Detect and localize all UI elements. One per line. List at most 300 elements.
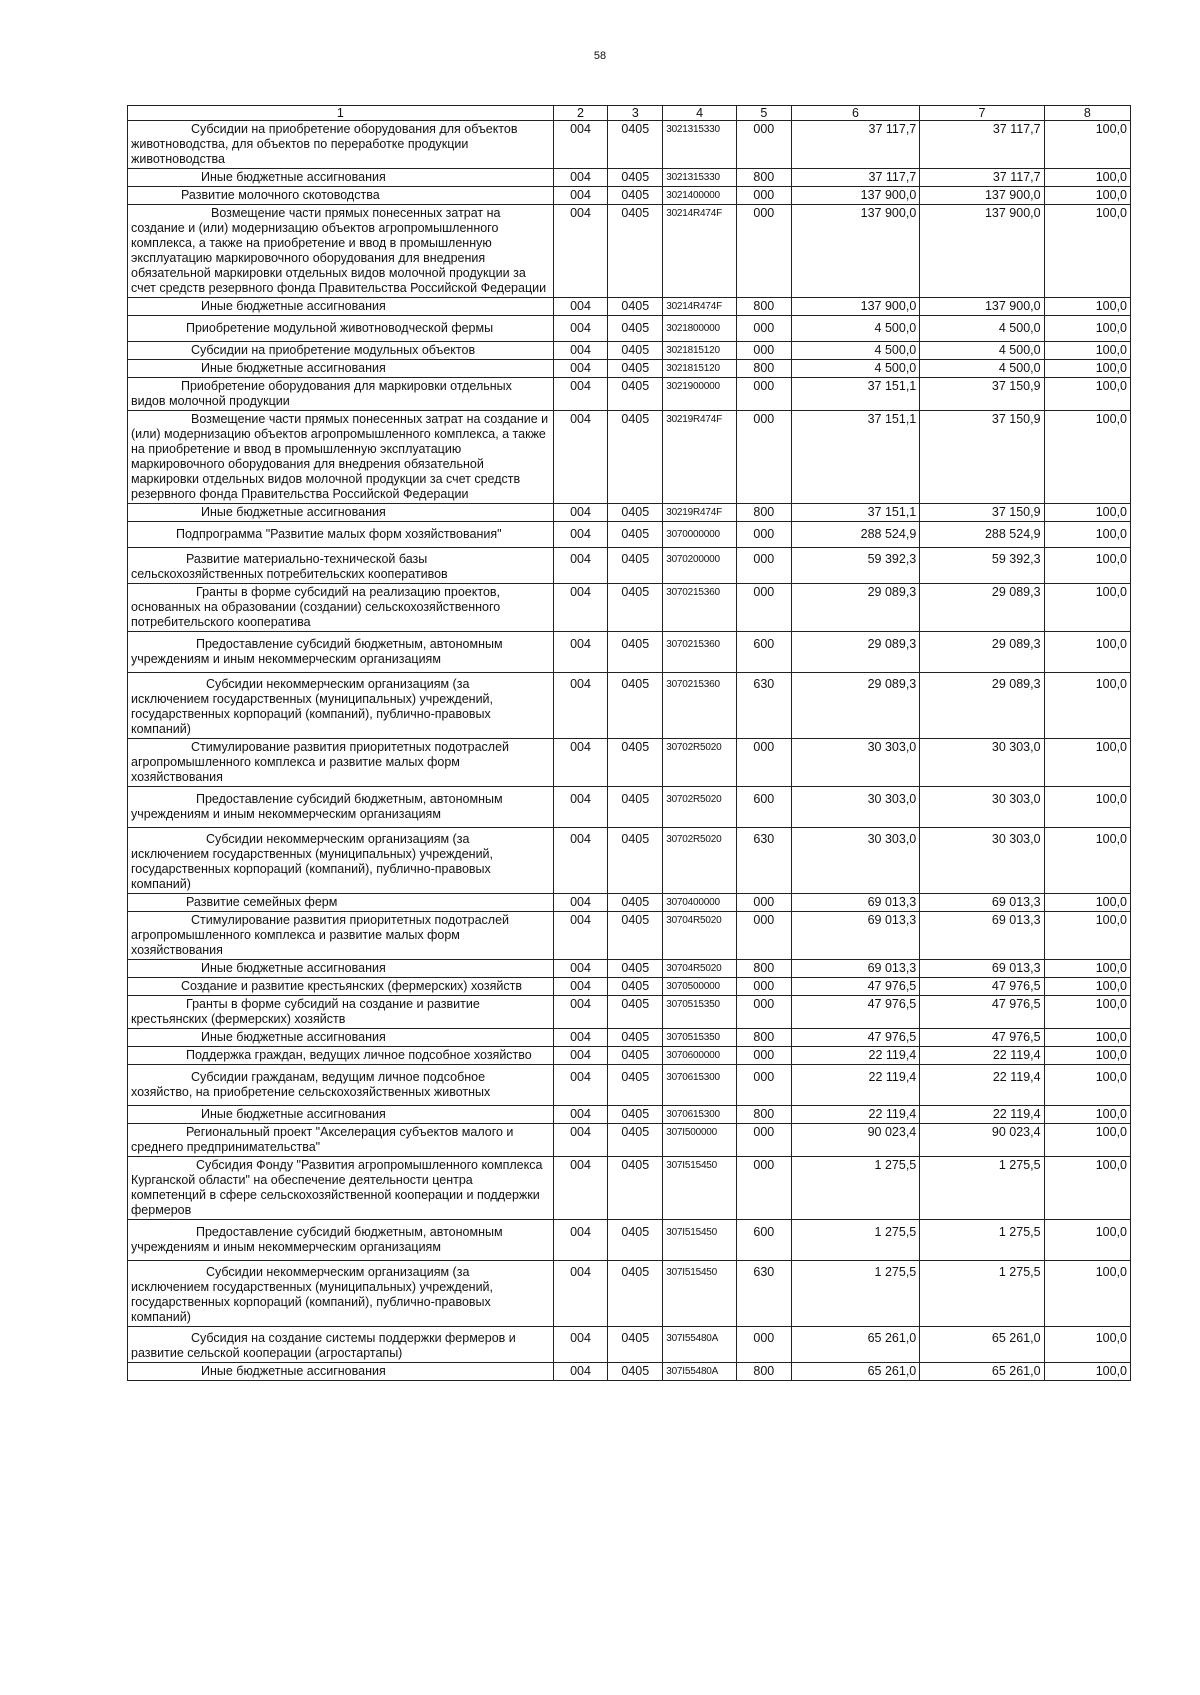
row-ministry-code: 004 [553,1029,608,1047]
row-planned-amount: 137 900,0 [791,298,920,316]
row-section-code: 0405 [608,673,663,739]
row-planned-amount: 29 089,3 [791,632,920,673]
row-expense-type: 800 [736,1106,791,1124]
row-name: Поддержка граждан, ведущих личное подсобное хозяйство [128,1047,554,1065]
row-expense-type: 000 [736,739,791,787]
table-row [128,316,1131,342]
row-ministry-code: 004 [553,1327,608,1363]
row-section-code: 0405 [608,187,663,205]
row-percent: 100,0 [1044,912,1130,960]
row-executed-amount: 30 303,0 [920,828,1044,894]
row-executed-amount: 22 119,4 [920,1065,1044,1106]
row-executed-amount: 288 524,9 [920,522,1044,548]
row-planned-amount: 47 976,5 [791,978,920,996]
header-col-2: 2 [553,106,608,121]
row-section-code: 0405 [608,912,663,960]
row-planned-amount: 65 261,0 [791,1363,920,1381]
table-row [128,584,1131,632]
header-col-7: 7 [920,106,1044,121]
row-target-code: 30702R5020 [663,828,737,894]
row-section-code: 0405 [608,298,663,316]
row-percent: 100,0 [1044,978,1130,996]
row-percent: 100,0 [1044,1157,1130,1220]
row-expense-type: 000 [736,894,791,912]
row-executed-amount: 4 500,0 [920,360,1044,378]
row-planned-amount: 37 151,1 [791,411,920,504]
row-expense-type: 000 [736,1157,791,1220]
row-executed-amount: 22 119,4 [920,1106,1044,1124]
row-expense-type: 000 [736,584,791,632]
table-row [128,960,1131,978]
row-planned-amount: 137 900,0 [791,205,920,298]
row-planned-amount: 30 303,0 [791,787,920,828]
row-expense-type: 800 [736,960,791,978]
page-number: 58 [593,50,607,62]
table-row [128,1106,1131,1124]
row-name: Развитие материально-технической базы сельскохозяйственных потребительских кооперативов [128,548,554,584]
row-executed-amount: 47 976,5 [920,978,1044,996]
table-row [128,632,1131,673]
row-target-code: 3070000000 [663,522,737,548]
row-section-code: 0405 [608,1047,663,1065]
row-ministry-code: 004 [553,316,608,342]
row-target-code: 3021815120 [663,342,737,360]
row-ministry-code: 004 [553,1047,608,1065]
row-name: Субсидия Фонду "Развития агропромышленного комплекса Курганской области" на обеспечение деятельности центра компетенций в сфере сельскохозяйственной кооперации и поддержки фермеров [128,1157,554,1220]
row-planned-amount: 29 089,3 [791,584,920,632]
row-target-code: 3070215360 [663,632,737,673]
budget-table [127,105,1131,1381]
row-executed-amount: 59 392,3 [920,548,1044,584]
row-executed-amount: 37 150,9 [920,378,1044,411]
row-target-code: 307I515450 [663,1220,737,1261]
row-planned-amount: 22 119,4 [791,1106,920,1124]
row-executed-amount: 37 117,7 [920,121,1044,169]
row-ministry-code: 004 [553,1261,608,1327]
row-percent: 100,0 [1044,205,1130,298]
row-section-code: 0405 [608,360,663,378]
row-section-code: 0405 [608,632,663,673]
row-executed-amount: 69 013,3 [920,912,1044,960]
row-section-code: 0405 [608,1124,663,1157]
row-section-code: 0405 [608,316,663,342]
row-percent: 100,0 [1044,739,1130,787]
row-percent: 100,0 [1044,828,1130,894]
table-row [128,996,1131,1029]
row-section-code: 0405 [608,960,663,978]
row-ministry-code: 004 [553,205,608,298]
row-section-code: 0405 [608,1157,663,1220]
row-percent: 100,0 [1044,411,1130,504]
row-ministry-code: 004 [553,1363,608,1381]
row-section-code: 0405 [608,1363,663,1381]
table-row [128,1261,1131,1327]
row-expense-type: 800 [736,360,791,378]
row-name: Гранты в форме субсидий на реализацию проектов, основанных на образовании (создании) сельскохозяйственного потребительского кооператива [128,584,554,632]
row-percent: 100,0 [1044,1106,1130,1124]
row-target-code: 30219R474F [663,504,737,522]
row-percent: 100,0 [1044,960,1130,978]
row-executed-amount: 22 119,4 [920,1047,1044,1065]
row-name: Возмещение части прямых понесенных затрат на создание и (или) модернизацию объектов агропромышленного комплекса, а также на приобретение и ввод в промышленную эксплуатацию маркировочного оборудования для внедрения обязательной маркировки отдельных видов молочной продукции за счет средств резервного фонда Правительства Российской Федерации [128,411,554,504]
row-expense-type: 600 [736,1220,791,1261]
row-section-code: 0405 [608,1106,663,1124]
table-row [128,978,1131,996]
row-name: Иные бюджетные ассигнования [128,1363,554,1381]
row-expense-type: 800 [736,1029,791,1047]
row-section-code: 0405 [608,787,663,828]
row-name: Предоставление субсидий бюджетным, автономным учреждениям и иным некоммерческим организациям [128,1220,554,1261]
row-ministry-code: 004 [553,787,608,828]
row-target-code: 307I55480A [663,1363,737,1381]
row-ministry-code: 004 [553,1065,608,1106]
row-ministry-code: 004 [553,411,608,504]
row-planned-amount: 69 013,3 [791,960,920,978]
row-percent: 100,0 [1044,504,1130,522]
row-section-code: 0405 [608,411,663,504]
row-name: Субсидии некоммерческим организациям (за исключением государственных (муниципальных) учреждений, государственных корпораций (компаний), публично-правовых компаний) [128,828,554,894]
row-executed-amount: 47 976,5 [920,1029,1044,1047]
row-executed-amount: 37 150,9 [920,504,1044,522]
table-row [128,1157,1131,1220]
row-percent: 100,0 [1044,632,1130,673]
table-row [128,787,1131,828]
row-planned-amount: 22 119,4 [791,1065,920,1106]
row-ministry-code: 004 [553,522,608,548]
row-target-code: 3070215360 [663,673,737,739]
row-executed-amount: 47 976,5 [920,996,1044,1029]
header-col-3: 3 [608,106,663,121]
row-expense-type: 000 [736,1065,791,1106]
row-expense-type: 800 [736,169,791,187]
row-planned-amount: 59 392,3 [791,548,920,584]
row-planned-amount: 4 500,0 [791,360,920,378]
row-percent: 100,0 [1044,584,1130,632]
row-name: Возмещение части прямых понесенных затрат на создание и (или) модернизацию объектов агропромышленного комплекса, а также на приобретение и ввод в промышленную эксплуатацию маркировочного оборудования для внедрения обязательной маркировки отдельных видов молочной продукции за счет средств резервного фонда Правительства Российской Федерации [128,205,554,298]
row-target-code: 3021800000 [663,316,737,342]
row-executed-amount: 4 500,0 [920,342,1044,360]
table-row [128,673,1131,739]
table-row [128,378,1131,411]
row-expense-type: 000 [736,121,791,169]
row-ministry-code: 004 [553,121,608,169]
row-target-code: 30214R474F [663,298,737,316]
row-percent: 100,0 [1044,360,1130,378]
table-row [128,912,1131,960]
row-percent: 100,0 [1044,1047,1130,1065]
row-ministry-code: 004 [553,298,608,316]
row-percent: 100,0 [1044,1363,1130,1381]
row-name: Стимулирование развития приоритетных подотраслей агропромышленного комплекса и развитие малых форм хозяйствования [128,912,554,960]
row-section-code: 0405 [608,584,663,632]
row-planned-amount: 37 151,1 [791,504,920,522]
row-planned-amount: 65 261,0 [791,1327,920,1363]
row-target-code: 3070515350 [663,996,737,1029]
row-ministry-code: 004 [553,548,608,584]
header-row [128,106,1131,121]
row-section-code: 0405 [608,828,663,894]
row-expense-type: 800 [736,1363,791,1381]
row-planned-amount: 4 500,0 [791,342,920,360]
row-ministry-code: 004 [553,996,608,1029]
row-planned-amount: 37 151,1 [791,378,920,411]
header-col-1: 1 [128,106,554,121]
header-col-8: 8 [1044,106,1130,121]
row-ministry-code: 004 [553,828,608,894]
row-ministry-code: 004 [553,187,608,205]
row-expense-type: 000 [736,978,791,996]
row-planned-amount: 37 117,7 [791,169,920,187]
row-target-code: 3021315330 [663,169,737,187]
row-expense-type: 000 [736,1047,791,1065]
row-target-code: 30702R5020 [663,739,737,787]
row-planned-amount: 137 900,0 [791,187,920,205]
row-section-code: 0405 [608,1261,663,1327]
row-ministry-code: 004 [553,504,608,522]
row-executed-amount: 29 089,3 [920,632,1044,673]
row-name: Субсидии гражданам, ведущим личное подсобное хозяйство, на приобретение сельскохозяйственных животных [128,1065,554,1106]
row-planned-amount: 47 976,5 [791,996,920,1029]
row-section-code: 0405 [608,1327,663,1363]
row-executed-amount: 1 275,5 [920,1157,1044,1220]
row-name: Стимулирование развития приоритетных подотраслей агропромышленного комплекса и развитие малых форм хозяйствования [128,739,554,787]
row-percent: 100,0 [1044,548,1130,584]
row-executed-amount: 69 013,3 [920,960,1044,978]
row-section-code: 0405 [608,978,663,996]
row-expense-type: 800 [736,298,791,316]
row-executed-amount: 1 275,5 [920,1220,1044,1261]
row-name: Создание и развитие крестьянских (фермерских) хозяйств [128,978,554,996]
row-target-code: 3070200000 [663,548,737,584]
row-section-code: 0405 [608,996,663,1029]
table-row [128,360,1131,378]
row-target-code: 30219R474F [663,411,737,504]
row-target-code: 307I500000 [663,1124,737,1157]
row-section-code: 0405 [608,522,663,548]
row-name: Развитие молочного скотоводства [128,187,554,205]
row-target-code: 3021815120 [663,360,737,378]
row-section-code: 0405 [608,1220,663,1261]
row-target-code: 3070615300 [663,1106,737,1124]
table-row [128,1327,1131,1363]
row-expense-type: 000 [736,522,791,548]
row-ministry-code: 004 [553,360,608,378]
row-target-code: 30704R5020 [663,960,737,978]
table-row [128,169,1131,187]
row-planned-amount: 69 013,3 [791,912,920,960]
row-expense-type: 600 [736,787,791,828]
row-executed-amount: 65 261,0 [920,1363,1044,1381]
row-executed-amount: 4 500,0 [920,316,1044,342]
row-target-code: 3070615300 [663,1065,737,1106]
table-row [128,548,1131,584]
row-executed-amount: 30 303,0 [920,739,1044,787]
table-row [128,1363,1131,1381]
row-executed-amount: 30 303,0 [920,787,1044,828]
row-section-code: 0405 [608,548,663,584]
row-executed-amount: 137 900,0 [920,205,1044,298]
row-percent: 100,0 [1044,787,1130,828]
header-col-6: 6 [791,106,920,121]
table-row [128,1124,1131,1157]
row-percent: 100,0 [1044,1065,1130,1106]
row-target-code: 3070515350 [663,1029,737,1047]
row-section-code: 0405 [608,504,663,522]
row-expense-type: 800 [736,504,791,522]
row-expense-type: 000 [736,1327,791,1363]
row-name: Субсидия на создание системы поддержки фермеров и развитие сельской кооперации (агростартапы) [128,1327,554,1363]
row-section-code: 0405 [608,1029,663,1047]
row-name: Региональный проект "Акселерация субъектов малого и среднего предпринимательства" [128,1124,554,1157]
row-ministry-code: 004 [553,378,608,411]
row-percent: 100,0 [1044,121,1130,169]
row-name: Субсидии некоммерческим организациям (за исключением государственных (муниципальных) учреждений, государственных корпораций (компаний), публично-правовых компаний) [128,673,554,739]
row-planned-amount: 29 089,3 [791,673,920,739]
row-name: Иные бюджетные ассигнования [128,1029,554,1047]
row-ministry-code: 004 [553,632,608,673]
table-row [128,121,1131,169]
row-name: Иные бюджетные ассигнования [128,360,554,378]
row-target-code: 3021315330 [663,121,737,169]
row-planned-amount: 4 500,0 [791,316,920,342]
row-section-code: 0405 [608,121,663,169]
row-percent: 100,0 [1044,169,1130,187]
row-name: Подпрограмма "Развитие малых форм хозяйствования" [128,522,554,548]
row-ministry-code: 004 [553,960,608,978]
row-expense-type: 000 [736,316,791,342]
row-target-code: 30214R474F [663,205,737,298]
row-expense-type: 000 [736,1124,791,1157]
row-expense-type: 000 [736,411,791,504]
row-name: Предоставление субсидий бюджетным, автономным учреждениям и иным некоммерческим организациям [128,632,554,673]
header-col-4: 4 [663,106,737,121]
row-percent: 100,0 [1044,894,1130,912]
row-executed-amount: 1 275,5 [920,1261,1044,1327]
row-name: Развитие семейных ферм [128,894,554,912]
table-row [128,504,1131,522]
row-expense-type: 000 [736,187,791,205]
row-percent: 100,0 [1044,298,1130,316]
row-name: Иные бюджетные ассигнования [128,504,554,522]
row-ministry-code: 004 [553,739,608,787]
row-expense-type: 000 [736,996,791,1029]
row-ministry-code: 004 [553,169,608,187]
row-ministry-code: 004 [553,673,608,739]
row-executed-amount: 90 023,4 [920,1124,1044,1157]
row-executed-amount: 37 117,7 [920,169,1044,187]
row-executed-amount: 137 900,0 [920,187,1044,205]
row-percent: 100,0 [1044,1327,1130,1363]
row-expense-type: 000 [736,548,791,584]
row-ministry-code: 004 [553,1106,608,1124]
row-target-code: 3070600000 [663,1047,737,1065]
row-ministry-code: 004 [553,894,608,912]
row-executed-amount: 137 900,0 [920,298,1044,316]
row-target-code: 30704R5020 [663,912,737,960]
table-row [128,894,1131,912]
row-planned-amount: 37 117,7 [791,121,920,169]
table-row [128,1047,1131,1065]
row-planned-amount: 1 275,5 [791,1261,920,1327]
row-percent: 100,0 [1044,1220,1130,1261]
table-row [128,1065,1131,1106]
row-percent: 100,0 [1044,342,1130,360]
row-target-code: 3021400000 [663,187,737,205]
row-expense-type: 000 [736,342,791,360]
row-expense-type: 000 [736,912,791,960]
row-ministry-code: 004 [553,978,608,996]
table-row [128,522,1131,548]
header-col-5: 5 [736,106,791,121]
row-planned-amount: 90 023,4 [791,1124,920,1157]
row-percent: 100,0 [1044,673,1130,739]
row-expense-type: 630 [736,673,791,739]
row-executed-amount: 29 089,3 [920,584,1044,632]
row-target-code: 307I515450 [663,1261,737,1327]
table-row [128,342,1131,360]
row-expense-type: 000 [736,205,791,298]
row-target-code: 3070500000 [663,978,737,996]
row-expense-type: 000 [736,378,791,411]
row-executed-amount: 29 089,3 [920,673,1044,739]
row-section-code: 0405 [608,342,663,360]
row-target-code: 3070400000 [663,894,737,912]
row-section-code: 0405 [608,739,663,787]
row-planned-amount: 1 275,5 [791,1220,920,1261]
row-name: Приобретение модульной животноводческой фермы [128,316,554,342]
row-percent: 100,0 [1044,378,1130,411]
row-target-code: 3021900000 [663,378,737,411]
row-expense-type: 630 [736,1261,791,1327]
row-name: Гранты в форме субсидий на создание и развитие крестьянских (фермерских) хозяйств [128,996,554,1029]
row-name: Субсидии на приобретение оборудования для объектов животноводства, для объектов по переработке продукции животноводства [128,121,554,169]
row-ministry-code: 004 [553,1157,608,1220]
table-row [128,1029,1131,1047]
row-target-code: 307I515450 [663,1157,737,1220]
row-executed-amount: 69 013,3 [920,894,1044,912]
row-percent: 100,0 [1044,187,1130,205]
row-ministry-code: 004 [553,584,608,632]
row-name: Иные бюджетные ассигнования [128,1106,554,1124]
row-name: Иные бюджетные ассигнования [128,298,554,316]
row-name: Иные бюджетные ассигнования [128,960,554,978]
table-row [128,739,1131,787]
row-name: Приобретение оборудования для маркировки отдельных видов молочной продукции [128,378,554,411]
row-target-code: 307I55480A [663,1327,737,1363]
row-planned-amount: 288 524,9 [791,522,920,548]
table-row [128,298,1131,316]
row-ministry-code: 004 [553,1220,608,1261]
row-percent: 100,0 [1044,316,1130,342]
row-planned-amount: 1 275,5 [791,1157,920,1220]
row-planned-amount: 69 013,3 [791,894,920,912]
row-percent: 100,0 [1044,1261,1130,1327]
row-section-code: 0405 [608,205,663,298]
row-section-code: 0405 [608,1065,663,1106]
row-planned-amount: 47 976,5 [791,1029,920,1047]
row-expense-type: 600 [736,632,791,673]
row-ministry-code: 004 [553,912,608,960]
row-name: Субсидии на приобретение модульных объектов [128,342,554,360]
table-row [128,205,1131,298]
table-row [128,187,1131,205]
table-row [128,1220,1131,1261]
row-percent: 100,0 [1044,1029,1130,1047]
row-name: Иные бюджетные ассигнования [128,169,554,187]
row-target-code: 3070215360 [663,584,737,632]
row-ministry-code: 004 [553,342,608,360]
row-planned-amount: 30 303,0 [791,739,920,787]
